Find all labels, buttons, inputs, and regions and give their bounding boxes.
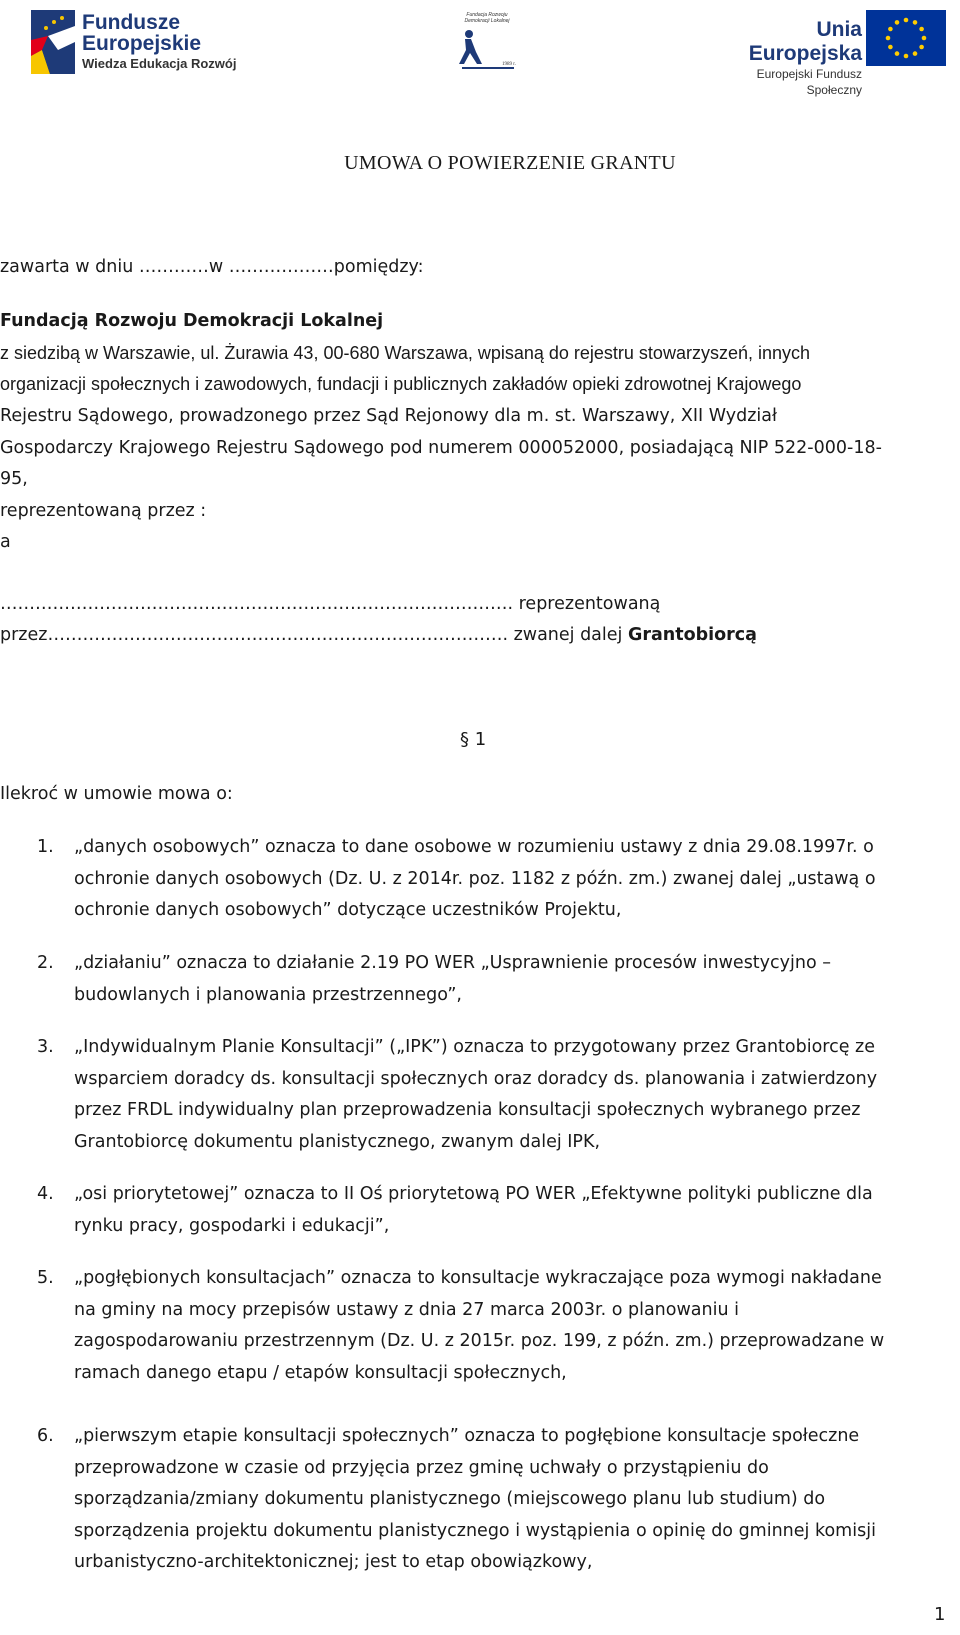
fe-logo-line1: Fundusze [82, 11, 180, 34]
list-item-line: ochronie danych osobowych (Dz. U. z 2014r. poz. 1182 z późn. zm.) zwanej dalej „ustawą o [74, 868, 876, 889]
definitions-intro: Ilekroć w umowie mowa o: [0, 784, 233, 804]
list-item-number: 1. [37, 837, 54, 857]
frdl-logo-year: 1989 r. [502, 62, 516, 67]
list-item-line: „pogłębionych konsultacjach” oznacza to konsultacje wykraczające poza wymogi nakładane [74, 1268, 882, 1288]
party1-line: reprezentowaną przez : [0, 501, 207, 521]
list-item-line: „Indywidualnym Planie Konsultacji” („IPK”) oznacza to przygotowany przez Grantobiorcę ze [74, 1037, 876, 1057]
list-item-number: 5. [37, 1268, 54, 1288]
list-item-line: „działaniu” oznacza to działanie 2.19 PO WER „Usprawnienie procesów inwestycyjno – [74, 953, 831, 973]
list-item-body [74, 1421, 954, 1579]
party1-line [0, 401, 777, 433]
list-item-line: „osi priorytetowej” oznacza to II Oś priorytetową PO WER „Efektywne polityki publiczne dla [74, 1184, 873, 1204]
fundusze-europejskie-logo [28, 6, 238, 78]
document-title: UMOWA O POWIERZENIE GRANTU [344, 152, 676, 174]
frdl-logo [452, 12, 524, 70]
list-item-line: sporządzenia projektu dokumentu planistycznego i wystąpienia o opinię do gminnej komisji [74, 1520, 876, 1541]
party1-line: Gospodarczy Krajowego Rejestru Sądowego pod numerem 000052000, posiadającą NIP 522-000-18- [0, 438, 882, 458]
list-item-number: 2. [37, 953, 54, 973]
list-item-body [74, 948, 954, 1011]
fe-logo-line2: Europejskie [82, 32, 202, 55]
party2-line: ……………………………………………………………………………. reprezentowaną [0, 594, 661, 614]
ue-logo-line2: Europejski Fundusz Społeczny [756, 67, 862, 97]
list-item-line: wsparciem doradcy ds. konsultacji społecznych oraz doradcy ds. planowania i zatwierdzony [74, 1068, 878, 1089]
list-item-number: 4. [37, 1184, 54, 1204]
list-item-body [74, 1263, 954, 1389]
party1-line: a [0, 532, 11, 552]
list-item-body [74, 1032, 954, 1158]
intro-line: zawarta w dniu …………w ………………pomiędzy: [0, 257, 424, 277]
list-item-line: „pierwszym etapie konsultacji społecznych” oznacza to pogłębione konsultacje społeczne [74, 1426, 860, 1446]
party2-line-prefix: przez……………………………………………………………………. zwanej dalej [0, 625, 628, 645]
fe-logo-text [82, 12, 236, 73]
ue-logo-text [712, 18, 862, 98]
fe-logo-line3: Wiedza Edukacja Rozwój [82, 56, 237, 71]
list-item-line: zagospodarowaniu przestrzennym (Dz. U. z 2015r. poz. 199, z późn. zm.) przeprowadzane w [74, 1331, 885, 1351]
list-item-body [74, 1179, 954, 1242]
eu-flag-icon [866, 10, 946, 66]
party1-name: Fundacją Rozwoju Demokracji Lokalnej [0, 311, 384, 331]
list-item-number: 6. [37, 1426, 54, 1446]
list-item-line: rynku pracy, gospodarki i edukacji”, [74, 1215, 390, 1236]
list-item-line: ochronie danych osobowych” dotyczące uczestników Projektu, [74, 900, 622, 920]
party1-line: organizacji społecznych i zawodowych, fundacji i publicznych zakładów opieki zdrowotnej Krajowego [0, 374, 802, 394]
list-item-line: urbanistyczno-architektonicznej; jest to etap obowiązkowy, [74, 1552, 593, 1572]
frdl-logo-text: Fundacja Rozwoju Demokracji Lokalnej [464, 12, 510, 24]
list-item-line: sporządzania/zmiany dokumentu planistycznego (miejscowego planu lub studium) do [74, 1489, 826, 1509]
fe-flag-icon [28, 6, 78, 78]
list-item-number: 3. [37, 1037, 54, 1057]
grantobiorca-label: Grantobiorcą [627, 625, 757, 645]
list-item-line: budowlanych i planowania przestrzennego”, [74, 984, 462, 1005]
list-item-line: „danych osobowych” oznacza to dane osobowe w rozumieniu ustawy z dnia 29.08.1997r. o [74, 837, 874, 857]
page-number: 1 [934, 1604, 946, 1625]
party2-line [0, 620, 757, 652]
section-sign: § 1 [460, 729, 487, 750]
list-item-body [74, 832, 954, 927]
list-item-line: ramach danego etapu / etapów konsultacji społecznych, [74, 1362, 567, 1383]
party1-line: 95, [0, 469, 28, 489]
unia-europejska-logo [712, 10, 947, 97]
list-item-line: przez FRDL indywidualny plan przeprowadzenia konsultacji społecznych wybranego przez [74, 1100, 861, 1120]
list-item-line: Grantobiorcę dokumentu planistycznego, zwanym dalej IPK, [74, 1131, 601, 1152]
list-item-line: przeprowadzone w czasie od przyjęcia przez gminę uchwały o przystąpieniu do [74, 1457, 769, 1478]
party1-line: z siedzibą w Warszawie, ul. Żurawia 43, 00-680 Warszawa, wpisaną do rejestru stowarzyszeń, innych [0, 343, 810, 363]
party1-line-seg: Rejestru Sądowego, prowadzonego przez Sąd Rejonowy dla m. st. Warszawy, XII Wydział [0, 406, 777, 426]
ue-logo-line1: Unia Europejska [748, 18, 862, 65]
list-item-line: na gminy na mocy przepisów ustawy z dnia 27 marca 2003r. o planowaniu i [74, 1299, 739, 1320]
